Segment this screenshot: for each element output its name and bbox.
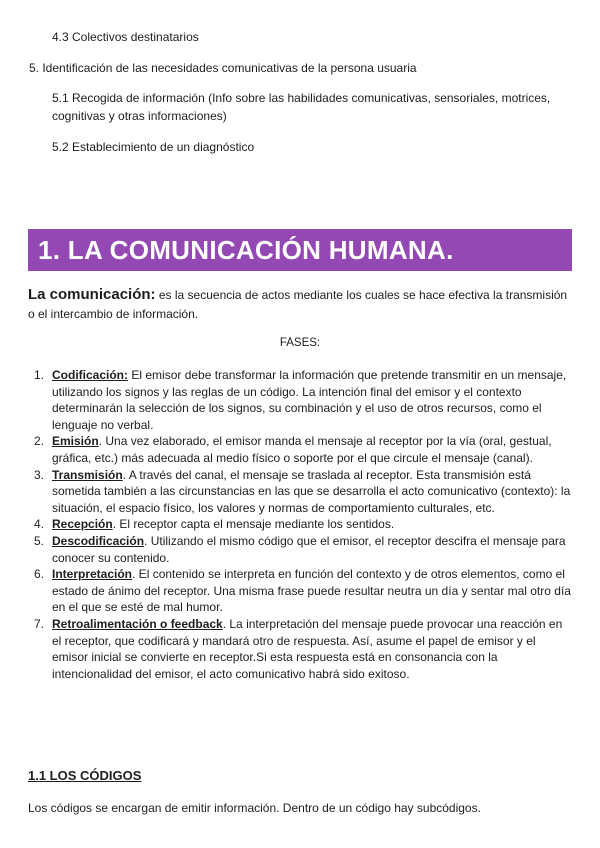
phase-number: 7. — [34, 616, 45, 631]
toc-item-5-1: 5.1 Recogida de información (Info sobre las habilidades comunicativas, sensoriales, motrices, cognitivas y otras informaciones) — [52, 91, 551, 123]
phase-term: Retroalimentación o feedback — [52, 616, 223, 631]
subsection-title: 1.1 LOS CÓDIGOS — [28, 768, 142, 783]
phase-text: El emisor debe transformar la información que pretende transmitir en un mensaje, utilizando los signos y las reglas de un código. La intención final del emisor y el contexto determinarán la selección de los signos, su combinación y el uso de otros recursos, como el lenguaje no verbal. — [52, 368, 567, 432]
phase-item — [34, 616, 572, 682]
phase-text: . La interpretación del mensaje puede provocar una reacción en el receptor, que codificará y mandará otro de respuesta. Así, asume el papel de emisor y el emisor inicial se convierte en receptor.Si esta respuesta está en consonancia con la intencionalidad del emisor, el acto comunicativo habrá sido exitoso. — [52, 616, 563, 681]
phase-term: Transmisión — [52, 467, 123, 482]
phase-term: Codificación: — [52, 368, 129, 382]
phase-number: 2. — [34, 434, 45, 449]
phase-number: 6. — [34, 567, 45, 582]
definition-text: es la secuencia de actos mediante los cuales se hace efectiva la transmisión o el intercambio de información. — [28, 288, 568, 321]
phase-term: Emisión — [52, 434, 99, 449]
phase-term: Descodificación — [52, 533, 145, 548]
phase-number: 1. — [34, 368, 45, 382]
phases-list — [34, 367, 572, 682]
phase-term: Recepción — [52, 517, 113, 532]
phase-item — [34, 433, 572, 466]
phase-item — [34, 367, 572, 433]
phase-item — [34, 516, 572, 533]
toc-item-4-3: 4.3 Colectivos destinatarios — [52, 30, 199, 44]
phase-text: . El receptor capta el mensaje mediante los sentidos. — [112, 517, 395, 532]
phase-text: . El contenido se interpreta en función del contexto y de otros elementos, como el estado de ánimo del receptor. Una misma frase puede resultar neutra un día y sentar mal otro día en el que se esté de mal humor. — [52, 567, 571, 615]
phase-item — [34, 566, 572, 616]
phase-term: Interpretación — [52, 567, 133, 582]
phase-number: 4. — [34, 517, 45, 532]
toc-item-5: 5. Identificación de las necesidades comunicativas de la persona usuaria — [29, 61, 417, 75]
section-title-banner: 1. LA COMUNICACIÓN HUMANA. — [28, 229, 572, 271]
phase-text: . Una vez elaborado, el emisor manda el mensaje al receptor por la vía (oral, gestual, gráfica, etc.) más adecuada al medio físico o soporte por el que circule el mensaje (canal). — [52, 434, 552, 465]
phases-label: FASES: — [279, 337, 321, 349]
phase-text: . A través del canal, el mensaje se traslada al receptor. Esta transmisión está sometida también a las circunstancias en las que se desarrolla el acto comunicativo (contexto): la situación, el espacio físico, los valores y normas de comportamiento culturales, etc. — [52, 467, 571, 515]
toc-item-5-2: 5.2 Establecimiento de un diagnóstico — [52, 140, 255, 154]
definition-term: La comunicación: — [28, 286, 156, 303]
phase-number: 3. — [34, 467, 45, 482]
phase-text: . Utilizando el mismo código que el emisor, el receptor descifra el mensaje para conocer su contenido. — [52, 533, 566, 565]
phase-number: 5. — [34, 533, 45, 548]
subsection-paragraph: Los códigos se encargan de emitir información. Dentro de un código hay subcódigos. — [28, 801, 481, 815]
phase-item — [34, 533, 572, 566]
definition-paragraph — [28, 285, 573, 324]
phase-item — [34, 467, 572, 517]
